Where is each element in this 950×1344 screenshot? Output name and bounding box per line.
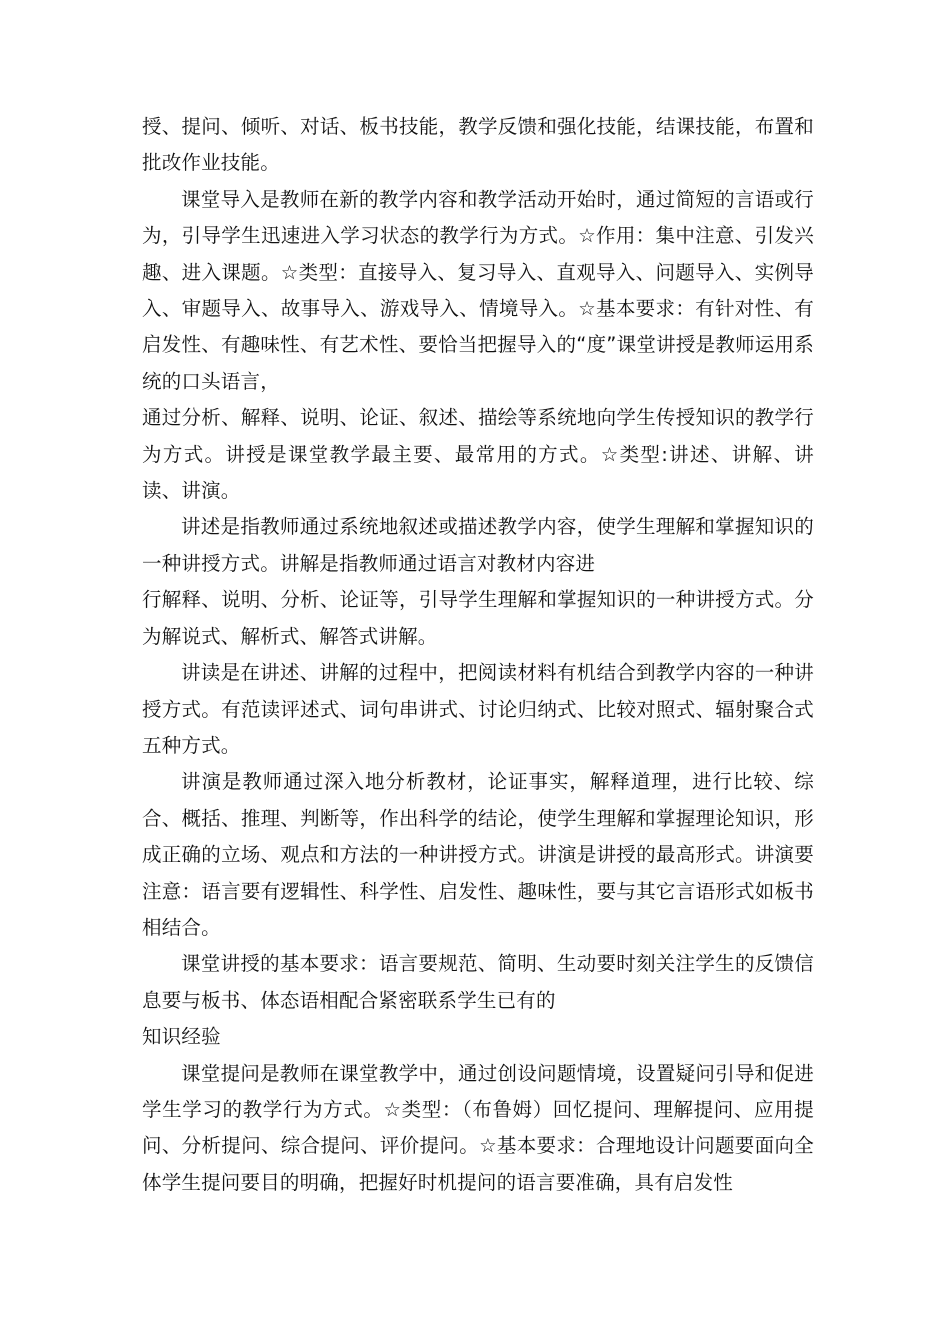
paragraph-reading-lecture: 讲读是在讲述、讲解的过程中，把阅读材料有机结合到教学内容的一种讲授方式。有范读评述式、词句串讲式、讨论归纳式、比较对照式、辐射聚合式五种方式。 bbox=[142, 661, 814, 757]
paragraph-classroom-questioning: 课堂提问是教师在课堂教学中，通过创设问题情境，设置疑问引导和促进学生学习的教学行为方式。☆类型：（布鲁姆）回忆提问、理解提问、应用提问、分析提问、综合提问、评价提问。☆基本要求：合理地设计问题要面向全体学生提问要目的明确，把握好时机提问的语言要准确，具有启发性 bbox=[142, 1061, 814, 1194]
paragraph-skills-list: 授、提问、倾听、对话、板书技能，教学反馈和强化技能，结课技能，布置和批改作业技能。 bbox=[142, 115, 814, 175]
document-body bbox=[142, 109, 814, 1201]
paragraph-speech-lecture: 讲演是教师通过深入地分析教材，论证事实，解释道理，进行比较、综合、概括、推理、判断等，作出科学的结论，使学生理解和掌握理论知识，形成正确的立场、观点和方法的一种讲授方式。讲演是讲授的最高形式。讲演要注意：语言要有逻辑性、科学性、启发性、趣味性，要与其它言语形式如板书相结合。 bbox=[142, 770, 814, 939]
paragraph-knowledge-experience: 知识经验 bbox=[142, 1025, 221, 1049]
paragraph-narration: 讲述是指教师通过系统地叙述或描述教学内容，使学生理解和掌握知识的一种讲授方式。讲解是指教师通过语言对教材内容进 bbox=[142, 515, 814, 575]
paragraph-lesson-introduction: 课堂导入是教师在新的教学内容和教学活动开始时，通过简短的言语或行为，引导学生迅速进入学习状态的教学行为方式。☆作用：集中注意、引发兴趣、进入课题。☆类型：直接导入、复习导入、直观导入、问题导入、实例导入、审题导入、故事导入、游戏导入、情境导入。☆基本要求：有针对性、有启发性、有趣味性、有艺术性、要恰当把握导入的“度”课堂讲授是教师运用系统的口头语言， bbox=[142, 187, 814, 393]
paragraph-lecture-requirements: 课堂讲授的基本要求：语言要规范、简明、生动要时刻关注学生的反馈信息要与板书、体态语相配合紧密联系学生已有的 bbox=[142, 952, 814, 1012]
paragraph-explanation: 行解释、说明、分析、论证等，引导学生理解和掌握知识的一种讲授方式。分为解说式、解析式、解答式讲解。 bbox=[142, 588, 814, 648]
paragraph-lecturing-definition: 通过分析、解释、说明、论证、叙述、描绘等系统地向学生传授知识的教学行为方式。讲授是课堂教学最主要、最常用的方式。☆类型:讲述、讲解、讲读、讲演。 bbox=[142, 406, 814, 503]
